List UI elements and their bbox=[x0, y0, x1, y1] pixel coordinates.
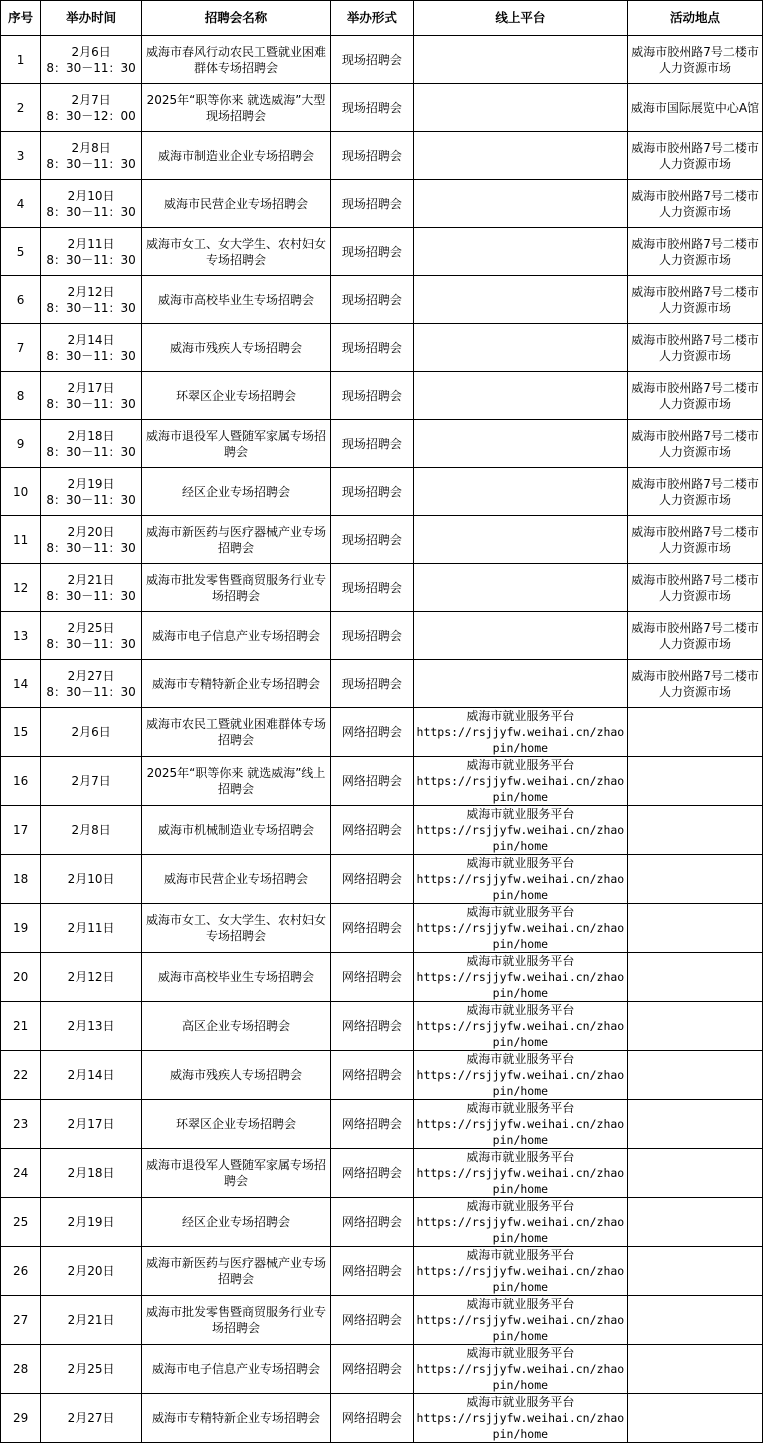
cell-time bbox=[41, 1100, 142, 1149]
table-row bbox=[1, 1247, 763, 1296]
table-row bbox=[1, 276, 763, 324]
header-form: 举办形式 bbox=[331, 1, 414, 36]
cell-location bbox=[628, 1345, 763, 1394]
cell-index: 25 bbox=[1, 1198, 41, 1247]
cell-location bbox=[628, 1149, 763, 1198]
cell-location bbox=[628, 904, 763, 953]
cell-index: 27 bbox=[1, 1296, 41, 1345]
header-location: 活动地点 bbox=[628, 1, 763, 36]
cell-name: 威海市春风行动农民工暨就业困难群体专场招聘会 bbox=[141, 36, 330, 84]
header-name: 招聘会名称 bbox=[141, 1, 330, 36]
event-date: 2月19日 bbox=[67, 1215, 115, 1229]
table-row bbox=[1, 1198, 763, 1247]
cell-name: 威海市新医药与医疗器械产业专场招聘会 bbox=[141, 516, 330, 564]
cell-form: 网络招聘会 bbox=[331, 806, 414, 855]
cell-location: 威海市胶州路7号二楼市人力资源市场 bbox=[628, 420, 763, 468]
platform-name: 威海市就业服务平台 bbox=[466, 1346, 575, 1360]
cell-platform bbox=[413, 84, 627, 132]
table-row bbox=[1, 1051, 763, 1100]
cell-form: 现场招聘会 bbox=[331, 564, 414, 612]
event-hours: 8：30－11：30 bbox=[46, 684, 136, 699]
event-date: 2月8日 bbox=[71, 140, 111, 155]
event-hours: 8：30－11：30 bbox=[46, 60, 136, 75]
cell-name: 威海市农民工暨就业困难群体专场招聘会 bbox=[141, 708, 330, 757]
cell-platform bbox=[413, 180, 627, 228]
cell-index: 2 bbox=[1, 84, 41, 132]
cell-location: 威海市胶州路7号二楼市人力资源市场 bbox=[628, 372, 763, 420]
table-row bbox=[1, 36, 763, 84]
cell-index: 26 bbox=[1, 1247, 41, 1296]
table-row bbox=[1, 1149, 763, 1198]
cell-index: 16 bbox=[1, 757, 41, 806]
table-row bbox=[1, 806, 763, 855]
table-header-row bbox=[1, 1, 763, 36]
cell-platform bbox=[413, 1296, 627, 1345]
cell-form: 现场招聘会 bbox=[331, 372, 414, 420]
cell-location: 威海市胶州路7号二楼市人力资源市场 bbox=[628, 180, 763, 228]
cell-name: 威海市机械制造业专场招聘会 bbox=[141, 806, 330, 855]
cell-location bbox=[628, 708, 763, 757]
event-date: 2月18日 bbox=[67, 428, 115, 443]
cell-time bbox=[41, 953, 142, 1002]
cell-name: 威海市退役军人暨随军家属专场招聘会 bbox=[141, 1149, 330, 1198]
cell-index: 10 bbox=[1, 468, 41, 516]
cell-time bbox=[41, 564, 142, 612]
cell-platform bbox=[413, 904, 627, 953]
cell-form: 网络招聘会 bbox=[331, 708, 414, 757]
cell-time bbox=[41, 372, 142, 420]
cell-platform bbox=[413, 1149, 627, 1198]
cell-name: 2025年“职等你来 就选威海”线上招聘会 bbox=[141, 757, 330, 806]
cell-time bbox=[41, 468, 142, 516]
table-row bbox=[1, 468, 763, 516]
platform-url-link[interactable]: https://rsjjyfw.weihai.cn/zhaopin/home bbox=[416, 872, 625, 902]
event-date: 2月6日 bbox=[71, 725, 111, 739]
platform-name: 威海市就业服务平台 bbox=[466, 709, 575, 723]
cell-index: 13 bbox=[1, 612, 41, 660]
event-hours: 8：30－11：30 bbox=[46, 492, 136, 507]
platform-url-link[interactable]: https://rsjjyfw.weihai.cn/zhaopin/home bbox=[416, 823, 625, 853]
cell-name: 威海市高校毕业生专场招聘会 bbox=[141, 276, 330, 324]
cell-time bbox=[41, 757, 142, 806]
cell-form: 网络招聘会 bbox=[331, 757, 414, 806]
header-platform: 线上平台 bbox=[413, 1, 627, 36]
cell-index: 6 bbox=[1, 276, 41, 324]
cell-platform bbox=[413, 420, 627, 468]
platform-name: 威海市就业服务平台 bbox=[466, 1199, 575, 1213]
platform-name: 威海市就业服务平台 bbox=[466, 1150, 575, 1164]
event-date: 2月27日 bbox=[67, 1411, 115, 1425]
cell-platform bbox=[413, 1100, 627, 1149]
platform-url-link[interactable]: https://rsjjyfw.weihai.cn/zhaopin/home bbox=[416, 1117, 625, 1147]
cell-index: 19 bbox=[1, 904, 41, 953]
platform-name: 威海市就业服务平台 bbox=[466, 1101, 575, 1115]
cell-form: 网络招聘会 bbox=[331, 1394, 414, 1443]
cell-time bbox=[41, 228, 142, 276]
table-row bbox=[1, 516, 763, 564]
table-row bbox=[1, 1394, 763, 1443]
cell-form: 现场招聘会 bbox=[331, 612, 414, 660]
cell-time bbox=[41, 36, 142, 84]
platform-url-link[interactable]: https://rsjjyfw.weihai.cn/zhaopin/home bbox=[416, 1313, 625, 1343]
platform-name: 威海市就业服务平台 bbox=[466, 856, 575, 870]
platform-url-link[interactable]: https://rsjjyfw.weihai.cn/zhaopin/home bbox=[416, 1362, 625, 1392]
event-date: 2月13日 bbox=[67, 1019, 115, 1033]
event-hours: 8：30－11：30 bbox=[46, 300, 136, 315]
event-date: 2月12日 bbox=[67, 284, 115, 299]
event-hours: 8：30－11：30 bbox=[46, 588, 136, 603]
cell-location bbox=[628, 1394, 763, 1443]
event-hours: 8：30－12：00 bbox=[46, 108, 136, 123]
cell-time bbox=[41, 516, 142, 564]
cell-name: 威海市批发零售暨商贸服务行业专场招聘会 bbox=[141, 564, 330, 612]
event-date: 2月27日 bbox=[67, 668, 115, 683]
cell-index: 7 bbox=[1, 324, 41, 372]
cell-index: 5 bbox=[1, 228, 41, 276]
cell-location bbox=[628, 1100, 763, 1149]
cell-index: 8 bbox=[1, 372, 41, 420]
cell-index: 28 bbox=[1, 1345, 41, 1394]
cell-platform bbox=[413, 324, 627, 372]
event-date: 2月20日 bbox=[67, 1264, 115, 1278]
cell-form: 网络招聘会 bbox=[331, 855, 414, 904]
event-date: 2月19日 bbox=[67, 476, 115, 491]
cell-form: 现场招聘会 bbox=[331, 660, 414, 708]
cell-location bbox=[628, 1247, 763, 1296]
cell-index: 9 bbox=[1, 420, 41, 468]
cell-form: 网络招聘会 bbox=[331, 1345, 414, 1394]
header-time: 举办时间 bbox=[41, 1, 142, 36]
cell-time bbox=[41, 276, 142, 324]
cell-time bbox=[41, 1198, 142, 1247]
cell-location bbox=[628, 953, 763, 1002]
cell-location bbox=[628, 1198, 763, 1247]
table-row bbox=[1, 372, 763, 420]
cell-time bbox=[41, 1394, 142, 1443]
cell-platform bbox=[413, 757, 627, 806]
cell-name: 经区企业专场招聘会 bbox=[141, 1198, 330, 1247]
cell-time bbox=[41, 855, 142, 904]
cell-name: 威海市民营企业专场招聘会 bbox=[141, 180, 330, 228]
cell-platform bbox=[413, 1345, 627, 1394]
cell-form: 网络招聘会 bbox=[331, 953, 414, 1002]
platform-url-link[interactable]: https://rsjjyfw.weihai.cn/zhaopin/home bbox=[416, 1019, 625, 1049]
platform-url-link[interactable]: https://rsjjyfw.weihai.cn/zhaopin/home bbox=[416, 970, 625, 1000]
event-date: 2月21日 bbox=[67, 1313, 115, 1327]
platform-url-link[interactable]: https://rsjjyfw.weihai.cn/zhaopin/home bbox=[416, 1411, 625, 1441]
event-hours: 8：30－11：30 bbox=[46, 204, 136, 219]
cell-form: 网络招聘会 bbox=[331, 904, 414, 953]
cell-platform bbox=[413, 372, 627, 420]
table-row bbox=[1, 1002, 763, 1051]
cell-platform bbox=[413, 1198, 627, 1247]
cell-location: 威海市胶州路7号二楼市人力资源市场 bbox=[628, 564, 763, 612]
cell-name: 威海市电子信息产业专场招聘会 bbox=[141, 1345, 330, 1394]
cell-form: 现场招聘会 bbox=[331, 516, 414, 564]
cell-name: 威海市高校毕业生专场招聘会 bbox=[141, 953, 330, 1002]
cell-name: 环翠区企业专场招聘会 bbox=[141, 372, 330, 420]
platform-name: 威海市就业服务平台 bbox=[466, 807, 575, 821]
event-date: 2月14日 bbox=[67, 332, 115, 347]
event-date: 2月11日 bbox=[67, 921, 115, 935]
platform-url-link[interactable]: https://rsjjyfw.weihai.cn/zhaopin/home bbox=[416, 725, 625, 755]
cell-location bbox=[628, 757, 763, 806]
table-row bbox=[1, 1296, 763, 1345]
cell-platform bbox=[413, 953, 627, 1002]
event-hours: 8：30－11：30 bbox=[46, 348, 136, 363]
cell-index: 1 bbox=[1, 36, 41, 84]
cell-platform bbox=[413, 1394, 627, 1443]
platform-name: 威海市就业服务平台 bbox=[466, 1395, 575, 1409]
cell-index: 17 bbox=[1, 806, 41, 855]
cell-location: 威海市胶州路7号二楼市人力资源市场 bbox=[628, 228, 763, 276]
table-row bbox=[1, 1345, 763, 1394]
cell-name: 威海市批发零售暨商贸服务行业专场招聘会 bbox=[141, 1296, 330, 1345]
cell-index: 11 bbox=[1, 516, 41, 564]
event-date: 2月18日 bbox=[67, 1166, 115, 1180]
cell-platform bbox=[413, 516, 627, 564]
event-date: 2月11日 bbox=[67, 236, 115, 251]
cell-platform bbox=[413, 1247, 627, 1296]
cell-index: 15 bbox=[1, 708, 41, 757]
cell-name: 威海市新医药与医疗器械产业专场招聘会 bbox=[141, 1247, 330, 1296]
cell-form: 网络招聘会 bbox=[331, 1296, 414, 1345]
table-row bbox=[1, 420, 763, 468]
cell-name: 高区企业专场招聘会 bbox=[141, 1002, 330, 1051]
event-hours: 8：30－11：30 bbox=[46, 636, 136, 651]
event-date: 2月10日 bbox=[67, 872, 115, 886]
cell-location: 威海市胶州路7号二楼市人力资源市场 bbox=[628, 324, 763, 372]
cell-time bbox=[41, 420, 142, 468]
cell-location: 威海市胶州路7号二楼市人力资源市场 bbox=[628, 660, 763, 708]
cell-platform bbox=[413, 708, 627, 757]
cell-form: 现场招聘会 bbox=[331, 180, 414, 228]
cell-platform bbox=[413, 36, 627, 84]
cell-time bbox=[41, 660, 142, 708]
cell-form: 网络招聘会 bbox=[331, 1100, 414, 1149]
cell-index: 21 bbox=[1, 1002, 41, 1051]
event-date: 2月25日 bbox=[67, 1362, 115, 1376]
event-date: 2月8日 bbox=[71, 823, 111, 837]
cell-platform bbox=[413, 564, 627, 612]
table-row bbox=[1, 564, 763, 612]
cell-name: 威海市女工、女大学生、农村妇女专场招聘会 bbox=[141, 228, 330, 276]
cell-name: 2025年“职等你来 就选威海”大型现场招聘会 bbox=[141, 84, 330, 132]
cell-form: 现场招聘会 bbox=[331, 324, 414, 372]
cell-form: 现场招聘会 bbox=[331, 228, 414, 276]
cell-location bbox=[628, 1002, 763, 1051]
cell-form: 现场招聘会 bbox=[331, 468, 414, 516]
table-row bbox=[1, 132, 763, 180]
table-row bbox=[1, 84, 763, 132]
cell-index: 29 bbox=[1, 1394, 41, 1443]
cell-form: 现场招聘会 bbox=[331, 84, 414, 132]
table-row bbox=[1, 660, 763, 708]
cell-name: 威海市专精特新企业专场招聘会 bbox=[141, 660, 330, 708]
cell-name: 威海市残疾人专场招聘会 bbox=[141, 324, 330, 372]
table-row bbox=[1, 324, 763, 372]
cell-platform bbox=[413, 612, 627, 660]
table-row bbox=[1, 855, 763, 904]
cell-form: 现场招聘会 bbox=[331, 36, 414, 84]
event-date: 2月20日 bbox=[67, 524, 115, 539]
event-date: 2月7日 bbox=[71, 774, 111, 788]
cell-form: 网络招聘会 bbox=[331, 1247, 414, 1296]
event-date: 2月12日 bbox=[67, 970, 115, 984]
cell-time bbox=[41, 708, 142, 757]
cell-index: 20 bbox=[1, 953, 41, 1002]
cell-location: 威海市胶州路7号二楼市人力资源市场 bbox=[628, 276, 763, 324]
cell-platform bbox=[413, 855, 627, 904]
cell-location bbox=[628, 1296, 763, 1345]
cell-time bbox=[41, 180, 142, 228]
table-row bbox=[1, 228, 763, 276]
cell-name: 威海市女工、女大学生、农村妇女专场招聘会 bbox=[141, 904, 330, 953]
cell-time bbox=[41, 904, 142, 953]
platform-name: 威海市就业服务平台 bbox=[466, 1003, 575, 1017]
cell-form: 网络招聘会 bbox=[331, 1149, 414, 1198]
cell-platform bbox=[413, 806, 627, 855]
cell-name: 威海市电子信息产业专场招聘会 bbox=[141, 612, 330, 660]
cell-index: 3 bbox=[1, 132, 41, 180]
platform-name: 威海市就业服务平台 bbox=[466, 1052, 575, 1066]
event-hours: 8：30－11：30 bbox=[46, 540, 136, 555]
event-date: 2月6日 bbox=[71, 44, 111, 59]
cell-location bbox=[628, 855, 763, 904]
event-date: 2月21日 bbox=[67, 572, 115, 587]
platform-name: 威海市就业服务平台 bbox=[466, 1297, 575, 1311]
table-row bbox=[1, 1100, 763, 1149]
cell-form: 现场招聘会 bbox=[331, 276, 414, 324]
cell-location bbox=[628, 806, 763, 855]
platform-url-link[interactable]: https://rsjjyfw.weihai.cn/zhaopin/home bbox=[416, 1215, 625, 1245]
cell-index: 23 bbox=[1, 1100, 41, 1149]
cell-time bbox=[41, 1002, 142, 1051]
event-hours: 8：30－11：30 bbox=[46, 252, 136, 267]
cell-time bbox=[41, 84, 142, 132]
platform-name: 威海市就业服务平台 bbox=[466, 1248, 575, 1262]
platform-url-link[interactable]: https://rsjjyfw.weihai.cn/zhaopin/home bbox=[416, 1166, 625, 1196]
platform-url-link[interactable]: https://rsjjyfw.weihai.cn/zhaopin/home bbox=[416, 1068, 625, 1098]
event-hours: 8：30－11：30 bbox=[46, 156, 136, 171]
cell-name: 环翠区企业专场招聘会 bbox=[141, 1100, 330, 1149]
event-date: 2月25日 bbox=[67, 620, 115, 635]
cell-location: 威海市胶州路7号二楼市人力资源市场 bbox=[628, 468, 763, 516]
cell-location: 威海市胶州路7号二楼市人力资源市场 bbox=[628, 612, 763, 660]
cell-name: 威海市退役军人暨随军家属专场招聘会 bbox=[141, 420, 330, 468]
cell-index: 14 bbox=[1, 660, 41, 708]
platform-url-link[interactable]: https://rsjjyfw.weihai.cn/zhaopin/home bbox=[416, 1264, 625, 1294]
table-row bbox=[1, 612, 763, 660]
platform-name: 威海市就业服务平台 bbox=[466, 954, 575, 968]
cell-name: 经区企业专场招聘会 bbox=[141, 468, 330, 516]
cell-time bbox=[41, 612, 142, 660]
platform-name: 威海市就业服务平台 bbox=[466, 905, 575, 919]
table-row bbox=[1, 757, 763, 806]
cell-location: 威海市胶州路7号二楼市人力资源市场 bbox=[628, 132, 763, 180]
cell-platform bbox=[413, 660, 627, 708]
cell-form: 网络招聘会 bbox=[331, 1198, 414, 1247]
event-date: 2月14日 bbox=[67, 1068, 115, 1082]
event-hours: 8：30－11：30 bbox=[46, 444, 136, 459]
cell-platform bbox=[413, 132, 627, 180]
cell-time bbox=[41, 1051, 142, 1100]
cell-location bbox=[628, 1051, 763, 1100]
header-index: 序号 bbox=[1, 1, 41, 36]
cell-platform bbox=[413, 1002, 627, 1051]
cell-location: 威海市胶州路7号二楼市人力资源市场 bbox=[628, 36, 763, 84]
cell-time bbox=[41, 1296, 142, 1345]
cell-index: 22 bbox=[1, 1051, 41, 1100]
platform-url-link[interactable]: https://rsjjyfw.weihai.cn/zhaopin/home bbox=[416, 921, 625, 951]
cell-form: 现场招聘会 bbox=[331, 420, 414, 468]
cell-index: 24 bbox=[1, 1149, 41, 1198]
event-date: 2月17日 bbox=[67, 380, 115, 395]
cell-time bbox=[41, 132, 142, 180]
cell-platform bbox=[413, 228, 627, 276]
event-date: 2月10日 bbox=[67, 188, 115, 203]
cell-form: 现场招聘会 bbox=[331, 132, 414, 180]
cell-index: 4 bbox=[1, 180, 41, 228]
cell-time bbox=[41, 806, 142, 855]
cell-index: 12 bbox=[1, 564, 41, 612]
cell-platform bbox=[413, 276, 627, 324]
cell-name: 威海市专精特新企业专场招聘会 bbox=[141, 1394, 330, 1443]
cell-name: 威海市残疾人专场招聘会 bbox=[141, 1051, 330, 1100]
cell-location: 威海市胶州路7号二楼市人力资源市场 bbox=[628, 516, 763, 564]
cell-form: 网络招聘会 bbox=[331, 1002, 414, 1051]
cell-location: 威海市国际展览中心A馆 bbox=[628, 84, 763, 132]
cell-form: 网络招聘会 bbox=[331, 1051, 414, 1100]
table-row bbox=[1, 708, 763, 757]
table-row bbox=[1, 180, 763, 228]
table-row bbox=[1, 953, 763, 1002]
platform-url-link[interactable]: https://rsjjyfw.weihai.cn/zhaopin/home bbox=[416, 774, 625, 804]
event-date: 2月17日 bbox=[67, 1117, 115, 1131]
cell-platform bbox=[413, 1051, 627, 1100]
table-row bbox=[1, 904, 763, 953]
event-hours: 8：30－11：30 bbox=[46, 396, 136, 411]
cell-time bbox=[41, 1247, 142, 1296]
cell-time bbox=[41, 324, 142, 372]
cell-name: 威海市民营企业专场招聘会 bbox=[141, 855, 330, 904]
cell-index: 18 bbox=[1, 855, 41, 904]
cell-name: 威海市制造业企业专场招聘会 bbox=[141, 132, 330, 180]
event-date: 2月7日 bbox=[71, 92, 111, 107]
cell-time bbox=[41, 1345, 142, 1394]
platform-name: 威海市就业服务平台 bbox=[466, 758, 575, 772]
cell-platform bbox=[413, 468, 627, 516]
cell-time bbox=[41, 1149, 142, 1198]
